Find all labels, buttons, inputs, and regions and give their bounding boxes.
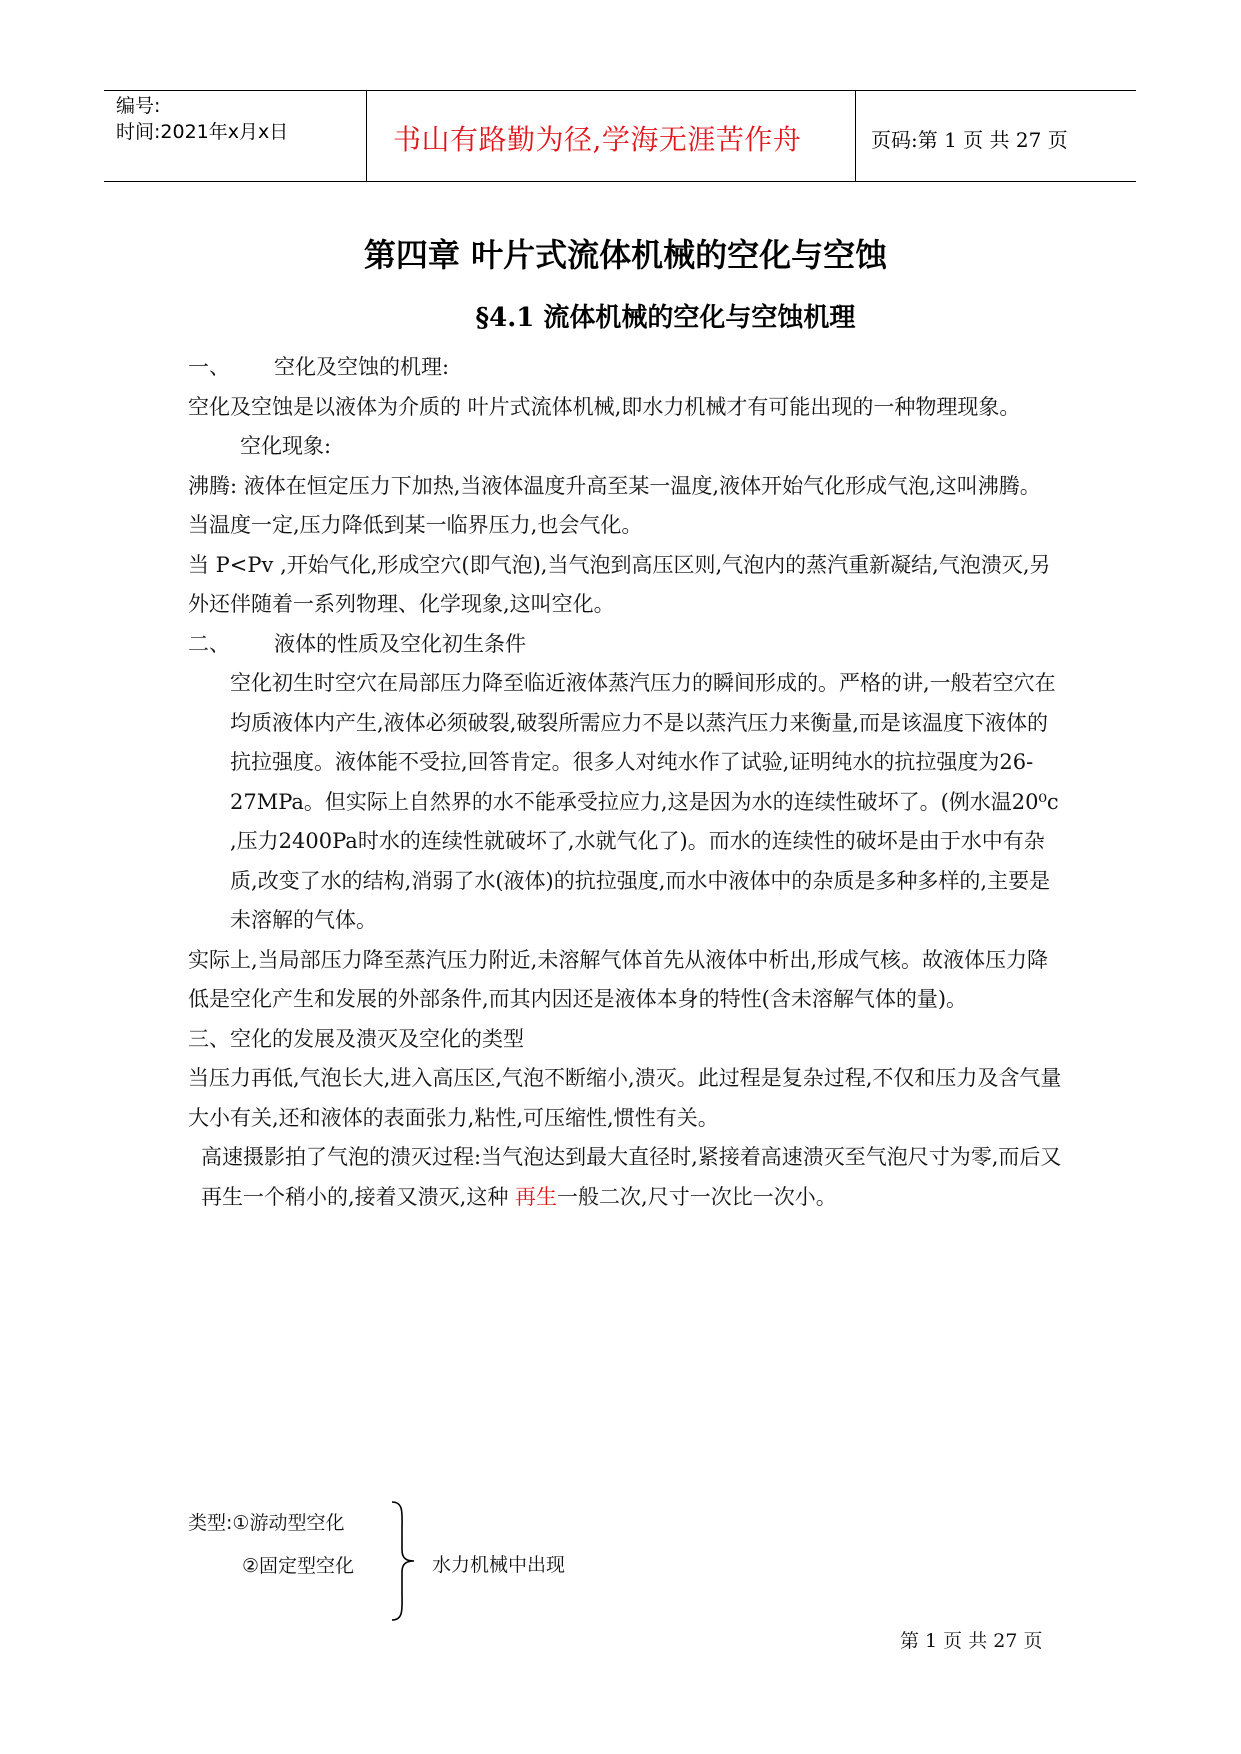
heading-3: 三、空化的发展及溃灭及空化的类型	[188, 1026, 524, 1051]
paragraph-7: 当压力再低,气泡长大,进入高压区,气泡不断缩小,溃灭。此过程是复杂过程,不仅和压力及含气量大小有关,还和液体的表面张力,粘性,可压缩性,惯性有关。	[188, 1066, 1062, 1130]
header-divider-right	[855, 90, 856, 182]
paragraph-1: 空化及空蚀是以液体为介质的 叶片式流体机械,即水力机械才有可能出现的一种物理现象。	[188, 394, 1021, 419]
header-page-code: 页码:第 1 页 共 27 页	[871, 128, 1068, 152]
types-row-1	[188, 1508, 354, 1535]
footer-page-number: 第 1 页 共 27 页	[900, 1630, 1043, 1652]
cavitation-types	[188, 1508, 354, 1578]
type-travelling-cavitation: ①游动型空化	[232, 1512, 345, 1534]
type-fixed-cavitation: ②固定型空化	[242, 1555, 355, 1577]
heading-2	[188, 625, 1068, 665]
paragraph-8-end: 一般二次,尺寸一次比一次小。	[557, 1184, 837, 1209]
header-top-border	[104, 90, 1136, 91]
paragraph-8	[188, 1138, 1068, 1217]
paragraph-6: 实际上,当局部压力降至蒸汽压力附近,未溶解气体首先从液体中析出,形成气核。故液体压力降低是空化产生和发展的外部条件,而其内因还是液体本身的特性(含未溶解气体的量)。	[188, 947, 1049, 1011]
document-body	[188, 348, 1068, 1217]
types-label: 类型:	[188, 1512, 233, 1534]
header-motto: 书山有路勤为径,学海无涯苦作舟	[393, 123, 802, 156]
heading-2-text: 液体的性质及空化初生条件	[274, 631, 526, 656]
chapter-title: 第四章 叶片式流体机械的空化与空蚀	[363, 236, 888, 274]
heading-1-text: 空化及空蚀的机理:	[274, 355, 450, 379]
heading-1-number: 一、	[188, 355, 230, 379]
paragraph-8-start: 高速摄影拍了气泡的溃灭过程:当气泡达到最大直径时,紧接着高速溃灭至气泡尺寸为零,而后又再生一个稍小的,接着又溃灭,这种	[201, 1145, 1062, 1209]
right-brace-icon	[388, 1500, 418, 1622]
paragraph-4: 当 P<Pv ,开始气化,形成空穴(即气泡),当气泡到高压区则,气泡内的蒸汽重新凝结,气泡溃灭,另外还伴随着一系列物理、化学现象,这叫空化。	[188, 552, 1051, 616]
heading-1	[188, 348, 1068, 388]
serial-label: 编号:	[116, 95, 161, 117]
time-label: 时间:2021年x月x日	[116, 121, 289, 143]
heading-2-number: 二、	[188, 631, 230, 656]
highlight-regeneration: 再生	[515, 1184, 558, 1209]
section-title: §4.1 流体机械的空化与空蚀机理	[475, 303, 856, 333]
header-bottom-border	[104, 181, 1136, 182]
subheading-cavitation-phenomenon: 空化现象:	[240, 434, 332, 458]
header-divider-left	[366, 90, 367, 182]
types-note: 水力机械中出现	[432, 1554, 566, 1576]
paragraph-5: 空化初生时空穴在局部压力降至临近液体蒸汽压力的瞬间形成的。严格的讲,一般若空穴在均质液体内产生,液体必须破裂,破裂所需应力不是以蒸汽压力来衡量,而是该温度下液体的抗拉强度。液体能不受拉,回答肯定。很多人对纯水作了试验,证明纯水的抗拉强度为26-27MPa。但实际上自然界的水不能承受拉应力,这是因为水的连续性破坏了。(例水温20⁰c ,压力2400Pa时水的连续性就破坏了,水就气化了)。而水的连续性的破坏是由于水中有杂质,改变了水的结构,消弱了水(液体)的抗拉强度,而水中液体中的杂质是多种多样的,主要是未溶解的气体。	[230, 671, 1059, 932]
paragraph-2: 沸腾: 液体在恒定压力下加热,当液体温度升高至某一温度,液体开始气化形成气泡,这叫沸腾。	[188, 473, 1041, 498]
paragraph-3: 当温度一定,压力降低到某一临界压力,也会气化。	[188, 513, 643, 537]
